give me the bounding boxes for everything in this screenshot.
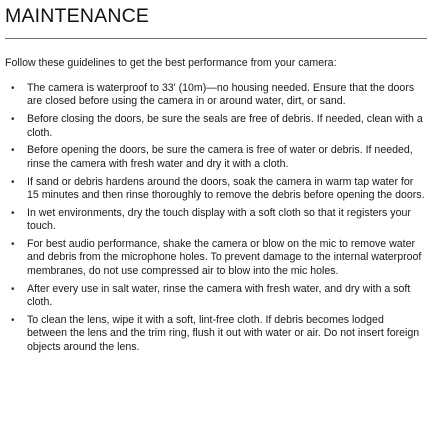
bullet-icon: • xyxy=(11,239,15,251)
list-item xyxy=(0,314,430,354)
list-item-text: In wet environments, dry the touch display with a soft cloth so that it registers your touch. xyxy=(27,206,411,233)
list-item-text: Before closing the doors, be sure the seals are free of debris. If needed, clean with a cloth. xyxy=(27,113,423,139)
bullet-icon: • xyxy=(11,207,15,219)
intro-paragraph: Follow these guidelines to get the best performance from your camera: xyxy=(5,57,337,69)
list-item xyxy=(0,144,430,171)
bullet-icon: • xyxy=(11,283,15,295)
bullet-icon: • xyxy=(11,145,15,157)
bullet-icon: • xyxy=(11,314,15,326)
bullet-icon: • xyxy=(11,176,15,188)
list-item-text: For best audio performance, shake the camera or blow on the mic to remove water and debris from the microphone holes. To prevent damage to the internal waterproof membranes, do not use compressed air to blow into the mic holes. xyxy=(27,238,422,277)
list-item xyxy=(0,82,430,109)
list-item xyxy=(0,113,430,140)
title-divider xyxy=(5,38,427,39)
bullet-icon: • xyxy=(11,114,15,126)
list-item xyxy=(0,238,430,278)
list-item-text: The camera is waterproof to 33' (10m)—no housing needed. Ensure that the doors are closed before using the camera in or around water, dirt, or sand. xyxy=(27,82,415,108)
bullet-icon: • xyxy=(11,83,15,94)
list-item xyxy=(0,207,430,234)
page-title: MAINTENANCE xyxy=(5,5,150,27)
list-item-text: Before opening the doors, be sure the camera is free of water or debris. If needed, rinse the camera with fresh water and dry it with a cloth. xyxy=(27,144,413,170)
guidelines-list xyxy=(0,82,430,358)
list-item-text: After every use in salt water, rinse the camera with fresh water, and dry with a soft cloth. xyxy=(27,282,411,309)
list-item xyxy=(0,283,430,310)
list-item xyxy=(0,176,430,203)
list-item-text: To clean the lens, wipe it with a soft, lint-free cloth. If debris becomes lodged between the lens and the trim ring, flush it out with water or air. Do not insert foreign objects around the lens. xyxy=(27,313,420,353)
list-item-text: If sand or debris hardens around the doors, soak the camera in warm tap water for 15 minutes and then rinse thoroughly to remove the debris before opening the doors. xyxy=(27,175,425,202)
